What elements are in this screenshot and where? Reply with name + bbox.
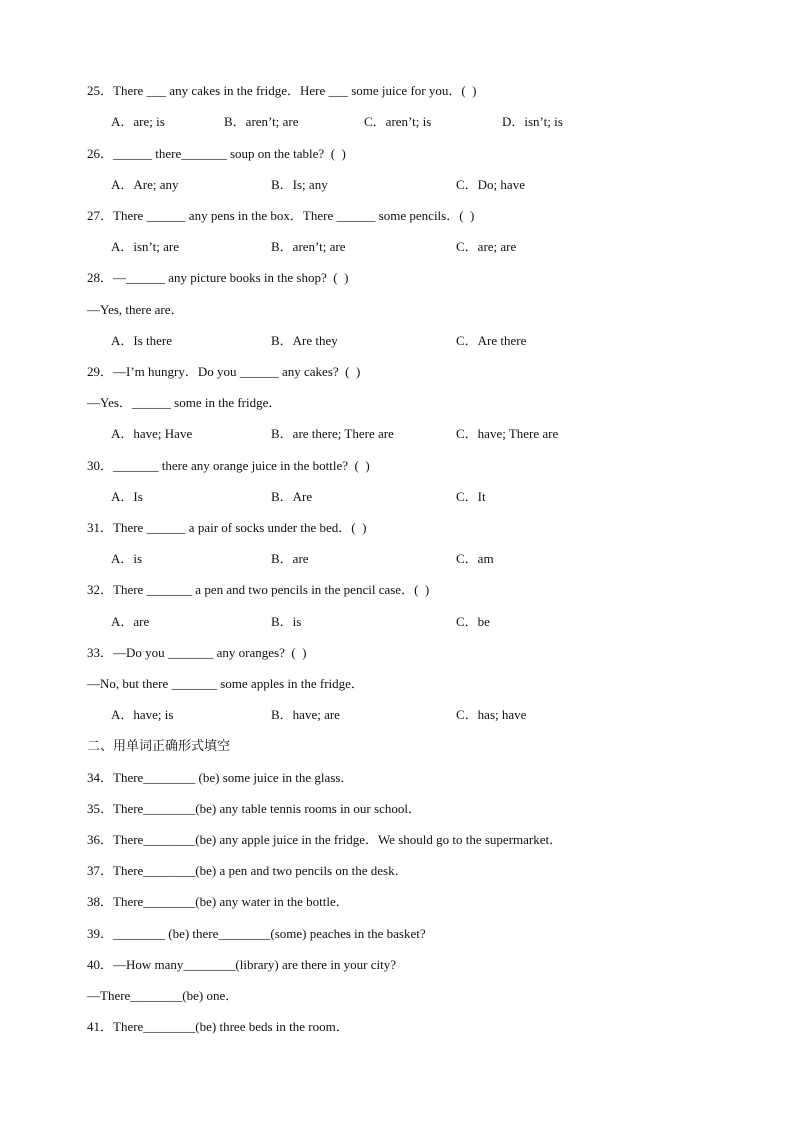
answer-line: —Yes, there are． xyxy=(87,302,184,317)
option-c: C．It xyxy=(456,489,486,504)
option-c: C．be xyxy=(456,614,490,629)
fill-in-question: 35．There________(be) any table tennis rooms in our school． xyxy=(87,801,421,816)
fill-in-question: 36．There________(be) any apple juice in the fridge．We should go to the supermarket． xyxy=(87,832,563,847)
option-c: C．Are there xyxy=(456,333,527,348)
question-text: 28．—______ any picture books in the shop? ( ) xyxy=(87,270,349,285)
option-b: B．are there; There are xyxy=(271,426,394,441)
option-a: A．isn’t; are xyxy=(111,239,179,254)
option-a: A．have; is xyxy=(111,707,174,722)
option-b: B．are xyxy=(271,551,309,566)
option-a: A．Are; any xyxy=(111,177,179,192)
option-a: A．is xyxy=(111,551,143,566)
question-text: 25．There ___ any cakes in the fridge．Here ___ some juice for you．( ) xyxy=(87,83,477,98)
question-text: 33．—Do you _______ any oranges? ( ) xyxy=(87,645,307,660)
option-a: A．are; is xyxy=(111,114,165,129)
question-text: 26．______ there_______ soup on the table? ( ) xyxy=(87,146,346,161)
answer-line: —No, but there _______ some apples in the fridge． xyxy=(87,676,364,691)
option-b: B．is xyxy=(271,614,302,629)
option-c: C．are; are xyxy=(456,239,517,254)
option-a: A．Is there xyxy=(111,333,173,348)
option-d: D．isn’t; is xyxy=(502,114,563,129)
option-c: C．aren’t; is xyxy=(364,114,432,129)
option-a: A．are xyxy=(111,614,150,629)
fill-in-question: 37．There________(be) a pen and two pencils on the desk． xyxy=(87,863,408,878)
option-b: B．Are xyxy=(271,489,313,504)
question-text: 27．There ______ any pens in the box．There ______ some pencils．( ) xyxy=(87,208,475,223)
option-a: A．have; Have xyxy=(111,426,193,441)
question-text: 30．_______ there any orange juice in the bottle? ( ) xyxy=(87,458,370,473)
fill-in-question: 41．There________(be) three beds in the room． xyxy=(87,1019,349,1034)
fill-in-question: 40．—How many________(library) are there in your city? xyxy=(87,957,397,972)
fill-in-answer-line: —There________(be) one． xyxy=(87,988,239,1003)
option-b: B．Are they xyxy=(271,333,338,348)
question-text: 31．There ______ a pair of socks under the bed．( ) xyxy=(87,520,367,535)
option-b: B．aren’t; are xyxy=(224,114,299,129)
fill-in-question: 38．There________(be) any water in the bottle． xyxy=(87,894,349,909)
option-c: C．am xyxy=(456,551,494,566)
option-c: C．Do; have xyxy=(456,177,525,192)
question-text: 29．—I’m hungry．Do you ______ any cakes? ( ) xyxy=(87,364,361,379)
option-b: B．Is; any xyxy=(271,177,328,192)
fill-in-question: 39．________ (be) there________(some) peaches in the basket? xyxy=(87,926,426,941)
option-c: C．have; There are xyxy=(456,426,559,441)
fill-in-question: 34．There________ (be) some juice in the glass． xyxy=(87,770,354,785)
option-b: B．have; are xyxy=(271,707,340,722)
option-b: B．aren’t; are xyxy=(271,239,346,254)
question-text: 32．There _______ a pen and two pencils in the pencil case．( ) xyxy=(87,582,430,597)
option-a: A．Is xyxy=(111,489,143,504)
answer-line: —Yes．______ some in the fridge． xyxy=(87,395,282,410)
section-heading: 二、用单词正确形式填空 xyxy=(87,739,231,754)
option-c: C．has; have xyxy=(456,707,527,722)
